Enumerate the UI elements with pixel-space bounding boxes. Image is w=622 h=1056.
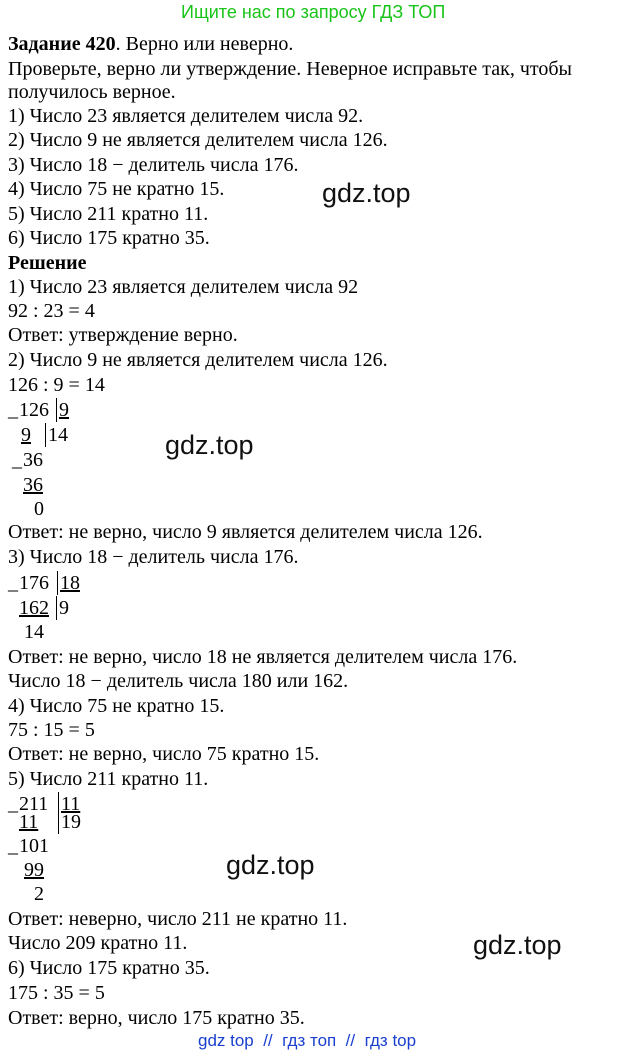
division-subtrahend: 99	[24, 859, 44, 881]
solution-2-answer: Ответ: не верно, число 9 является делителем числа 126.	[8, 521, 483, 543]
division-partial-remainder: 36	[23, 449, 43, 471]
division-quotient: 9	[56, 596, 69, 620]
division-subtrahend: 11	[19, 811, 39, 833]
task-item-3: 3) Число 18 − делитель числа 176.	[8, 154, 299, 176]
division-dividend: 176	[19, 572, 49, 594]
division-quotient: 14	[45, 423, 68, 447]
watermark: gdz.top	[473, 930, 562, 960]
task-number: Задание 420	[8, 33, 116, 55]
solution-5-answer: Ответ: неверно, число 211 не кратно 11.	[8, 908, 348, 930]
solution-1-answer: Ответ: утверждение верно.	[8, 324, 238, 346]
solution-heading: Решение	[8, 252, 87, 274]
division-subtrahend: 9	[21, 424, 31, 446]
task-item-2: 2) Число 9 не является делителем числа 126.	[8, 129, 388, 151]
task-title-rest: . Верно или неверно.	[115, 33, 294, 55]
division-divisor: 11	[58, 792, 80, 816]
division-dividend: 211	[19, 793, 49, 815]
division-divisor: 18	[57, 571, 80, 595]
task-item-6: 6) Число 175 кратно 35.	[8, 227, 210, 249]
solution-6-statement: 6) Число 175 кратно 35.	[8, 957, 210, 979]
solution-3-correction: Число 18 − делитель числа 180 или 162.	[8, 670, 349, 692]
solution-2-statement: 2) Число 9 не является делителем числа 126.	[8, 349, 388, 371]
division-partial-remainder: 101	[19, 835, 49, 857]
solution-3-statement: 3) Число 18 − делитель числа 176.	[8, 546, 299, 568]
watermark: gdz.top	[226, 850, 315, 880]
solution-4-statement: 4) Число 75 не кратно 15.	[8, 695, 225, 717]
division-quotient: 19	[58, 810, 81, 834]
division-minus-sign: _	[8, 835, 18, 857]
solution-2-calc: 126 : 9 = 14	[8, 374, 105, 396]
task-item-5: 5) Число 211 кратно 11.	[8, 203, 209, 225]
solution-1-statement: 1) Число 23 является делителем числа 92	[8, 276, 359, 298]
division-dividend: 126	[19, 399, 49, 421]
top-banner: Ищите нас по запросу ГДЗ ТОП	[181, 2, 446, 22]
solution-5-correction: Число 209 кратно 11.	[8, 932, 188, 954]
task-item-4: 4) Число 75 не кратно 15.	[8, 178, 225, 200]
solution-1-calc: 92 : 23 = 4	[8, 300, 95, 322]
division-minus-sign: _	[8, 793, 18, 815]
division-minus-sign: _	[8, 572, 18, 594]
solution-6-answer: Ответ: верно, число 175 кратно 35.	[8, 1007, 305, 1029]
division-remainder: 2	[34, 883, 44, 905]
division-subtrahend: 162	[19, 597, 49, 619]
solution-4-answer: Ответ: не верно, число 75 кратно 15.	[8, 743, 320, 765]
task-title	[8, 32, 293, 56]
solution-5-statement: 5) Число 211 кратно 11.	[8, 768, 209, 790]
task-instruction-line-1: Проверьте, верно ли утверждение. Неверное исправьте так, чтобы	[8, 58, 572, 80]
task-instruction-line-2: получилось верное.	[8, 81, 176, 103]
division-divisor: 9	[56, 398, 69, 422]
solution-6-calc: 175 : 35 = 5	[8, 982, 105, 1004]
division-remainder: 0	[34, 498, 44, 520]
division-remainder: 14	[24, 621, 44, 643]
solution-4-calc: 75 : 15 = 5	[8, 719, 95, 741]
division-minus-sign: _	[8, 399, 18, 421]
division-minus-sign: _	[12, 449, 22, 471]
footer-watermark: gdz top // гдз топ // гдз top	[198, 1031, 417, 1050]
watermark: gdz.top	[165, 430, 254, 460]
task-item-1: 1) Число 23 является делителем числа 92.	[8, 105, 364, 127]
solution-3-answer: Ответ: не верно, число 18 не является делителем числа 176.	[8, 646, 518, 668]
division-subtrahend: 36	[23, 474, 43, 496]
watermark: gdz.top	[322, 178, 411, 208]
